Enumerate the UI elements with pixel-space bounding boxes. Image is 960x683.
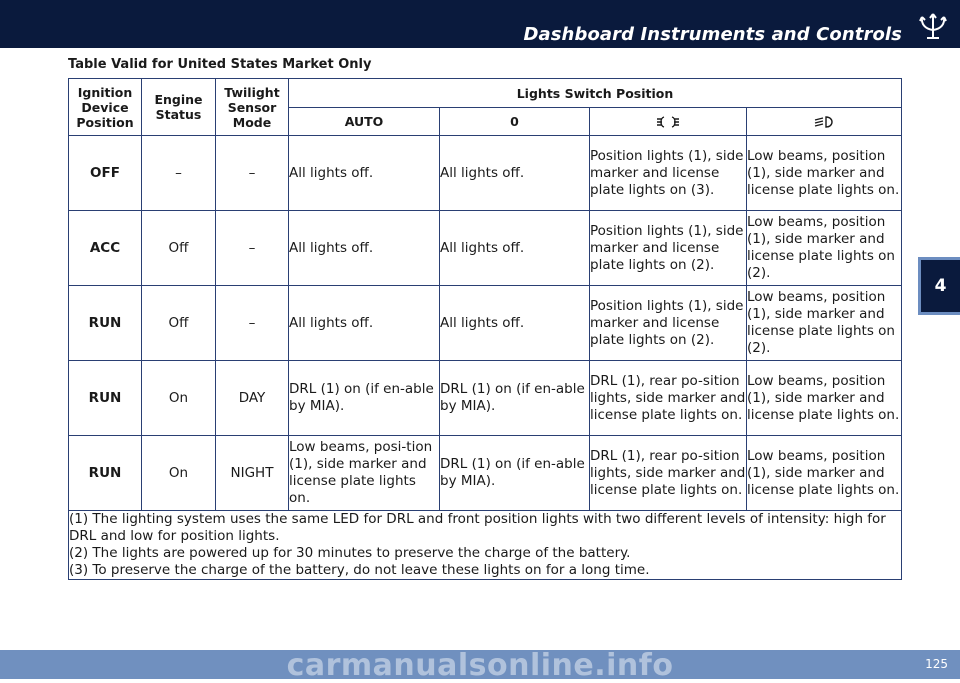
bottom-footer-bar [0,648,960,683]
chapter-tab[interactable]: 4 [918,257,960,315]
table-row: RUN Off – All lights off. All lights off. Position lights (1), side marker and license plate lights on (2). Low beams, position (1), side marker and license plate lights on (2). [69,286,902,361]
note-1: (1) The lighting system uses the same LED for DRL and front position lights with two different levels of intensity: high for DRL and low for position lights. [69,511,886,544]
table-row: RUN On NIGHT Low beams, posi-tion (1), side marker and license plate lights on. DRL (1) on (if en-able by MIA). DRL (1), rear po-sition lights, side marker and license plate lights on. Low beams, position (1), side marker and license plate lights on. [69,436,902,511]
page-number: 125 [925,657,948,671]
position-lights-icon [655,114,681,129]
header-lowbeam [747,108,902,136]
header-lights-switch: Lights Switch Position [289,79,902,108]
header-ignition: Ignition Device Position [69,79,142,136]
top-header-bar [0,0,960,48]
header-engine: Engine Status [142,79,216,136]
header-zero: 0 [440,108,590,136]
header-position [590,108,747,136]
watermark: carmanualsonline.info [286,648,674,683]
header-twilight: Twilight Sensor Mode [216,79,289,136]
table-row: RUN On DAY DRL (1) on (if en-able by MIA). DRL (1) on (if en-able by MIA). DRL (1), rear po-sition lights, side marker and license plate lights on. Low beams, position (1), side marker and license plate lights on. [69,361,902,436]
low-beam-icon [812,114,836,129]
table-notes-row [69,511,902,580]
table-row: ACC Off – All lights off. All lights off. Position lights (1), side marker and license plate lights on (2). Low beams, position (1), side marker and license plate lights on (2). [69,211,902,286]
note-3: (3) To preserve the charge of the battery, do not leave these lights on for a long time. [69,562,650,578]
section-title: Dashboard Instruments and Controls [523,24,902,45]
note-2: (2) The lights are powered up for 30 minutes to preserve the charge of the battery. [69,545,631,561]
lights-table [68,78,902,580]
header-auto: AUTO [289,108,440,136]
trident-logo-icon [916,8,950,44]
table-row: OFF – – All lights off. All lights off. Position lights (1), side marker and license plate lights on (3). Low beams, position (1), side marker and license plate lights on. [69,136,902,211]
table-title: Table Valid for United States Market Only [68,57,372,72]
